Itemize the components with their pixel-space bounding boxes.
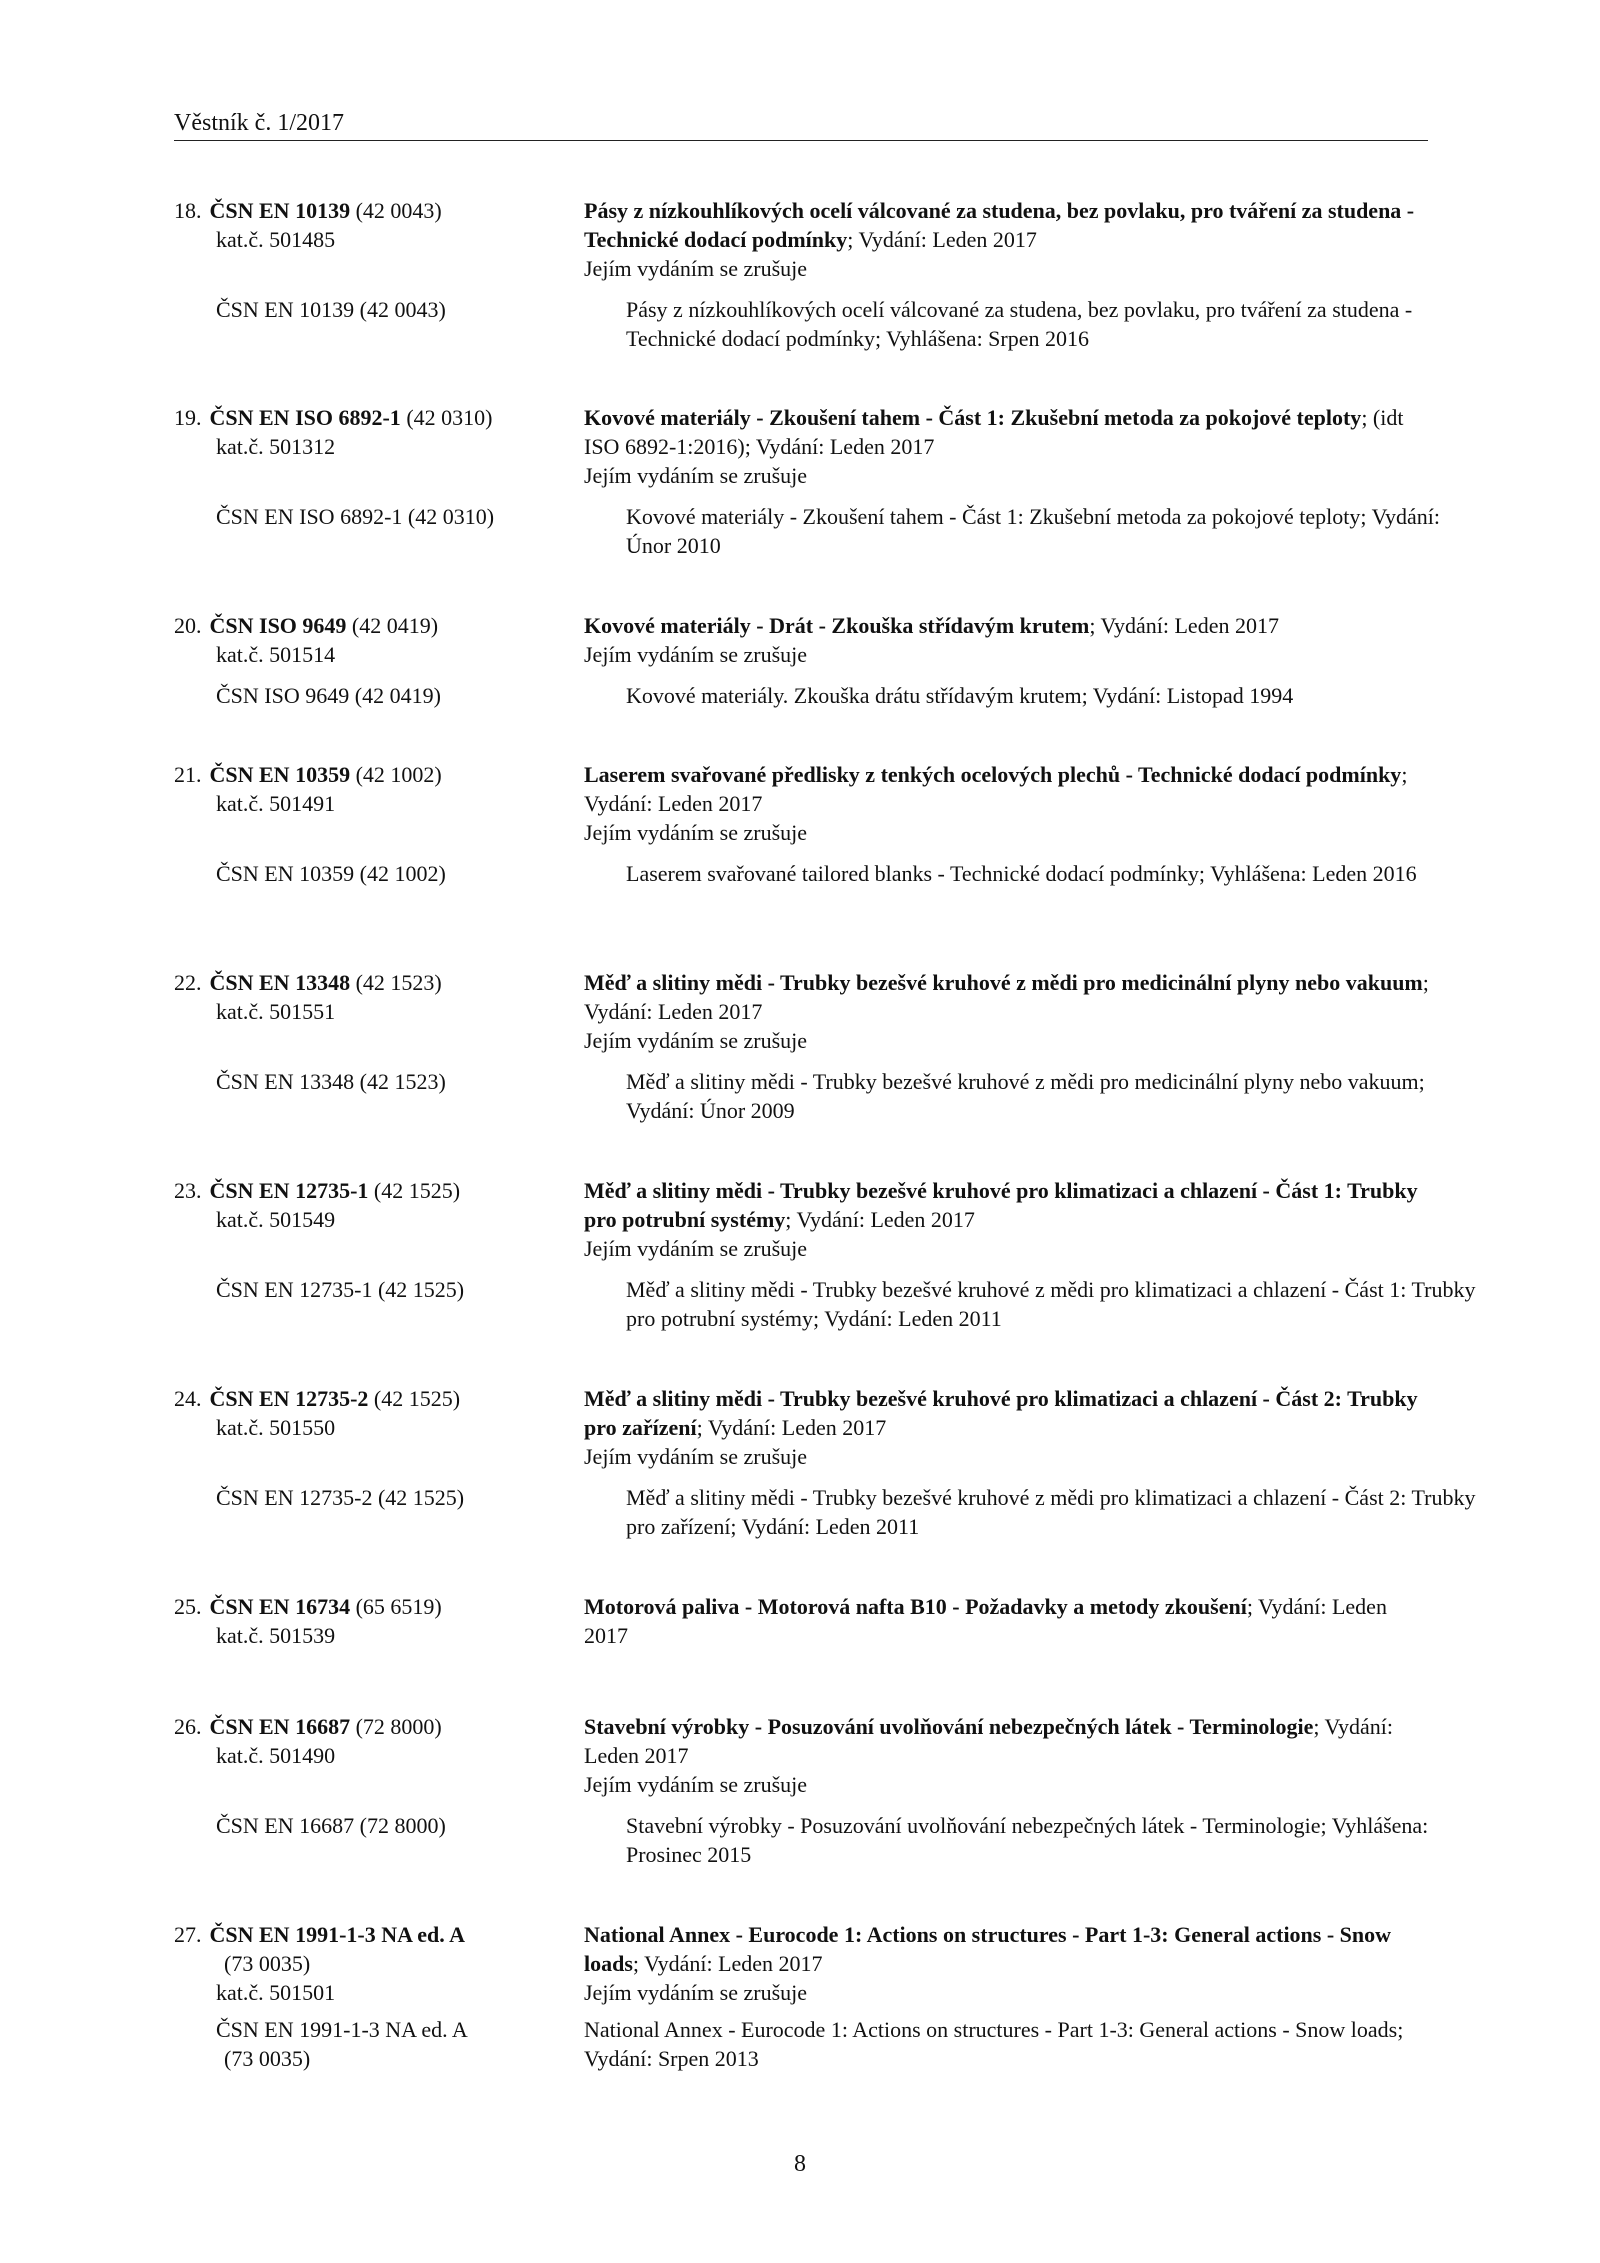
issue-info: ; Vydání: Leden 2017: [584, 1594, 1387, 1648]
standard-entry: [174, 403, 1441, 560]
standard-code: ČSN EN 1991-1-3 NA ed. A: [209, 1922, 465, 1947]
old-standard-text: National Annex - Eurocode 1: Actions on structures - Part 1-3: General actions - Snow loads; Vydání: Srpen 2013: [584, 2017, 1404, 2071]
old-standard-code: ČSN EN 10359 (42 1002): [216, 861, 446, 886]
issue-info: ; (idt ISO 6892-1:2016); Vydání: Leden 2017: [584, 405, 1404, 459]
old-standard-text: Laserem svařované tailored blanks - Technické dodací podmínky; Vyhlášena: Leden 2016: [626, 861, 1417, 886]
standard-class: (42 0419): [346, 613, 439, 638]
cancels-label: Jejím vydáním se zrušuje: [584, 463, 808, 488]
standard-title: Kovové materiály - Zkoušení tahem - Část 1: Zkušební metoda za pokojové teploty: [584, 405, 1362, 430]
old-standard-text: Pásy z nízkouhlíkových ocelí válcované za studena, bez povlaku, pro tváření za studena - Technické dodací podmínky; Vyhlášena: Srpen 2016: [626, 297, 1413, 351]
cancels-label: Jejím vydáním se zrušuje: [584, 256, 808, 281]
cancels-label: Jejím vydáním se zrušuje: [584, 642, 808, 667]
standard-class: (72 8000): [350, 1714, 442, 1739]
entry-number: 23.: [174, 1178, 202, 1203]
entry-number: 20.: [174, 613, 202, 638]
issue-info: ; Vydání: Leden 2017: [584, 970, 1429, 1024]
old-standard-code: ČSN EN 1991-1-3 NA ed. A: [216, 2017, 468, 2042]
cancels-label: Jejím vydáním se zrušuje: [584, 1980, 808, 2005]
standard-title: Motorová paliva - Motorová nafta B10 - Požadavky a metody zkoušení: [584, 1594, 1247, 1619]
catalog-number: kat.č. 501312: [216, 434, 336, 459]
catalog-number: kat.č. 501514: [216, 642, 336, 667]
standard-code: ČSN EN 13348: [209, 970, 351, 995]
catalog-number: kat.č. 501539: [216, 1623, 336, 1648]
bulletin-title: Věstník č. 1/2017: [174, 110, 344, 136]
standard-title: Měď a slitiny mědi - Trubky bezešvé kruhové pro klimatizaci a chlazení - Část 2: Trubky pro zařízení: [584, 1386, 1418, 1440]
issue-info: ; Vydání: Leden 2017: [584, 762, 1408, 816]
standard-code: ČSN EN 16687: [209, 1714, 351, 1739]
standard-class: (42 1523): [350, 970, 442, 995]
standard-code: ČSN EN ISO 6892-1: [209, 405, 401, 430]
standard-entry: [174, 1384, 1476, 1541]
standard-entry: [174, 196, 1434, 353]
cancels-label: Jejím vydáním se zrušuje: [584, 1236, 808, 1261]
standard-entry: [174, 1176, 1476, 1333]
old-standard-code: ČSN EN 13348 (42 1523): [216, 1069, 446, 1094]
standard-class: (42 0043): [350, 198, 442, 223]
standard-title: National Annex - Eurocode 1: Actions on structures - Part 1-3: General actions - Snow loads: [584, 1922, 1392, 1976]
catalog-number: kat.č. 501490: [216, 1743, 336, 1768]
issue-info: ; Vydání: Leden 2017: [632, 1951, 823, 1976]
old-standard-text: Kovové materiály. Zkouška drátu střídavým krutem; Vydání: Listopad 1994: [626, 683, 1294, 708]
entry-number: 27.: [174, 1922, 202, 1947]
cancels-label: Jejím vydáním se zrušuje: [584, 1028, 808, 1053]
standard-class: (73 0035): [224, 1951, 311, 1976]
catalog-number: kat.č. 501485: [216, 227, 336, 252]
entry-number: 26.: [174, 1714, 202, 1739]
standard-code: ČSN ISO 9649: [209, 613, 347, 638]
old-standard-text: Měď a slitiny mědi - Trubky bezešvé kruhové z mědi pro medicinální plyny nebo vakuum; Vydání: Únor 2009: [626, 1069, 1425, 1123]
catalog-number: kat.č. 501550: [216, 1415, 336, 1440]
standard-title: Měď a slitiny mědi - Trubky bezešvé kruhové z mědi pro medicinální plyny nebo vakuum: [584, 970, 1423, 995]
entry-number: 25.: [174, 1594, 202, 1619]
standard-code: ČSN EN 10139: [209, 198, 351, 223]
entry-number: 18.: [174, 198, 202, 223]
standard-class: (42 1525): [368, 1178, 461, 1203]
standard-entry: [174, 1712, 1434, 1869]
old-standard-text: Měď a slitiny mědi - Trubky bezešvé kruhové z mědi pro klimatizaci a chlazení - Část 2: Trubky pro zařízení; Vydání: Leden 2011: [626, 1485, 1476, 1539]
cancels-label: Jejím vydáním se zrušuje: [584, 1444, 808, 1469]
catalog-number: kat.č. 501501: [216, 1980, 336, 2005]
standard-title: Kovové materiály - Drát - Zkouška střídavým krutem: [584, 613, 1090, 638]
standard-class: (42 0310): [400, 405, 493, 430]
entry-number: 21.: [174, 762, 202, 787]
old-standard-code: ČSN EN 10139 (42 0043): [216, 297, 446, 322]
issue-info: ; Vydání: Leden 2017: [1089, 613, 1279, 638]
standard-title: Pásy z nízkouhlíkových ocelí válcované za studena, bez povlaku, pro tváření za studena - Technické dodací podmínky: [584, 198, 1415, 252]
old-standard-code: ČSN ISO 9649 (42 0419): [216, 683, 441, 708]
old-standard-text: Měď a slitiny mědi - Trubky bezešvé kruhové z mědi pro klimatizaci a chlazení - Část 1: Trubky pro potrubní systémy; Vydání: Leden 2011: [626, 1277, 1476, 1331]
old-standard-class: (73 0035): [224, 2046, 311, 2071]
catalog-number: kat.č. 501491: [216, 791, 336, 816]
standard-code: ČSN EN 10359: [209, 762, 351, 787]
standard-class: (65 6519): [350, 1594, 442, 1619]
standard-entry: [174, 1592, 1434, 1650]
standard-code: ČSN EN 16734: [209, 1594, 351, 1619]
old-standard-code: ČSN EN 12735-2 (42 1525): [216, 1485, 465, 1510]
standard-entry: [174, 760, 1434, 888]
standard-title: Měď a slitiny mědi - Trubky bezešvé kruhové pro klimatizaci a chlazení - Část 1: Trubky pro potrubní systémy: [584, 1178, 1418, 1232]
issue-info: ; Vydání: Leden 2017: [785, 1207, 975, 1232]
old-standard-code: ČSN EN 16687 (72 8000): [216, 1813, 446, 1838]
standard-class: (42 1002): [350, 762, 442, 787]
catalog-number: kat.č. 501549: [216, 1207, 336, 1232]
entry-number: 24.: [174, 1386, 202, 1411]
cancels-label: Jejím vydáním se zrušuje: [584, 820, 808, 845]
issue-info: ; Vydání: Leden 2017: [584, 1714, 1393, 1768]
standard-class: (42 1525): [368, 1386, 461, 1411]
standard-entry: [174, 611, 1434, 710]
page-header: [174, 108, 1428, 141]
issue-info: ; Vydání: Leden 2017: [696, 1415, 887, 1440]
old-standard-code: ČSN EN 12735-1 (42 1525): [216, 1277, 465, 1302]
standard-entry: [174, 968, 1434, 1125]
entry-number: 22.: [174, 970, 202, 995]
standard-code: ČSN EN 12735-2: [209, 1386, 369, 1411]
issue-info: ; Vydání: Leden 2017: [847, 227, 1037, 252]
standard-title: Stavební výrobky - Posuzování uvolňování nebezpečných látek - Terminologie: [584, 1714, 1314, 1739]
page-number: 8: [794, 2151, 806, 2177]
catalog-number: kat.č. 501551: [216, 999, 336, 1024]
old-standard-code: ČSN EN ISO 6892-1 (42 0310): [216, 504, 495, 529]
old-standard-text: Stavební výrobky - Posuzování uvolňování nebezpečných látek - Terminologie; Vyhlášena: Prosinec 2015: [626, 1813, 1429, 1867]
standard-code: ČSN EN 12735-1: [209, 1178, 369, 1203]
cancels-label: Jejím vydáním se zrušuje: [584, 1772, 808, 1797]
old-standard-text: Kovové materiály - Zkoušení tahem - Část 1: Zkušební metoda za pokojové teploty; Vydání: Únor 2010: [626, 504, 1441, 558]
entry-number: 19.: [174, 405, 202, 430]
standard-entry: [174, 1920, 1434, 2073]
standard-title: Laserem svařované předlisky z tenkých ocelových plechů - Technické dodací podmínky: [584, 762, 1402, 787]
